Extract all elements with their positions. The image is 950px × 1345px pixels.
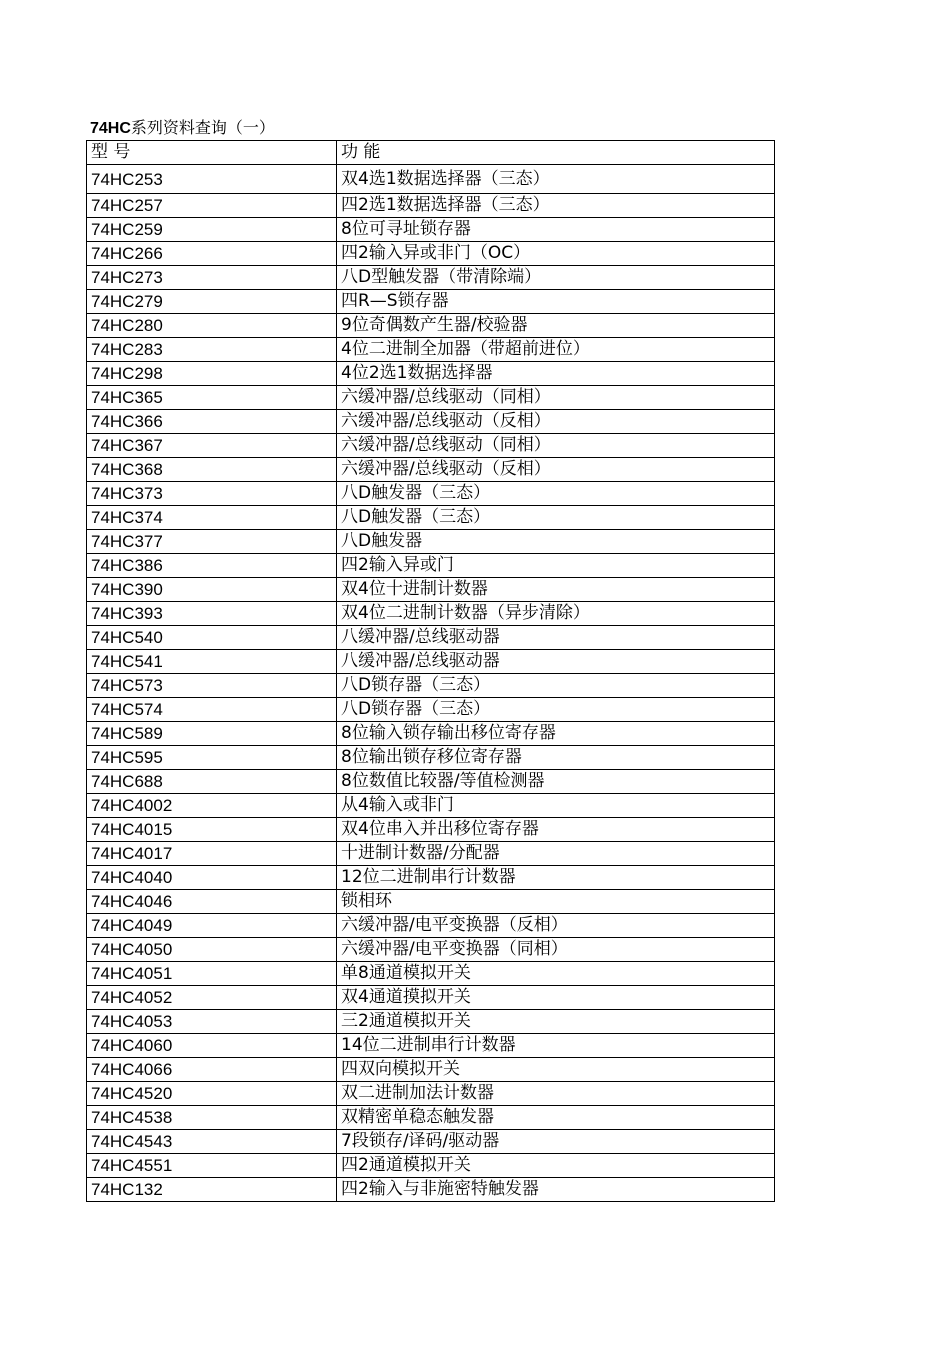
function-cell: 八D触发器 bbox=[337, 530, 775, 554]
function-cell: 六缓冲器/总线驱动（反相） bbox=[337, 410, 775, 434]
function-cell: 双4通道摸拟开关 bbox=[337, 986, 775, 1010]
model-cell: 74HC367 bbox=[87, 434, 337, 458]
function-cell: 双4位二进制计数器（异步清除） bbox=[337, 602, 775, 626]
table-row bbox=[87, 1178, 775, 1202]
table-row bbox=[87, 578, 775, 602]
model-cell: 74HC259 bbox=[87, 218, 337, 242]
table-row bbox=[87, 1010, 775, 1034]
table-row bbox=[87, 434, 775, 458]
function-cell: 9位奇偶数产生器/校验器 bbox=[337, 314, 775, 338]
title-series: 74HC bbox=[90, 120, 131, 137]
model-cell: 74HC393 bbox=[87, 602, 337, 626]
table-row bbox=[87, 1154, 775, 1178]
table-row bbox=[87, 165, 775, 194]
table-row bbox=[87, 218, 775, 242]
model-cell: 74HC4066 bbox=[87, 1058, 337, 1082]
function-cell: 双4位串入并出移位寄存器 bbox=[337, 818, 775, 842]
function-cell: 双二进制加法计数器 bbox=[337, 1082, 775, 1106]
function-cell: 从4输入或非门 bbox=[337, 794, 775, 818]
model-cell: 74HC573 bbox=[87, 674, 337, 698]
function-cell: 8位输入锁存输出移位寄存器 bbox=[337, 722, 775, 746]
model-cell: 74HC4551 bbox=[87, 1154, 337, 1178]
table-row bbox=[87, 1082, 775, 1106]
table-row bbox=[87, 818, 775, 842]
function-cell: 八D锁存器（三态） bbox=[337, 698, 775, 722]
model-cell: 74HC279 bbox=[87, 290, 337, 314]
model-cell: 74HC280 bbox=[87, 314, 337, 338]
model-cell: 74HC688 bbox=[87, 770, 337, 794]
table-row bbox=[87, 458, 775, 482]
function-cell: 8位输出锁存移位寄存器 bbox=[337, 746, 775, 770]
table-row bbox=[87, 986, 775, 1010]
table-row bbox=[87, 674, 775, 698]
function-cell: 双4选1数据选择器（三态） bbox=[337, 165, 775, 194]
table-row bbox=[87, 746, 775, 770]
function-cell: 14位二进制串行计数器 bbox=[337, 1034, 775, 1058]
function-cell: 8位数值比较器/等值检测器 bbox=[337, 770, 775, 794]
model-cell: 74HC541 bbox=[87, 650, 337, 674]
title-text: 系列资料查询（一） bbox=[130, 118, 275, 137]
model-cell: 74HC257 bbox=[87, 194, 337, 218]
function-cell: 八D触发器（三态） bbox=[337, 482, 775, 506]
model-cell: 74HC377 bbox=[87, 530, 337, 554]
function-cell: 四2选1数据选择器（三态） bbox=[337, 194, 775, 218]
table-row bbox=[87, 554, 775, 578]
model-cell: 74HC4017 bbox=[87, 842, 337, 866]
model-cell: 74HC386 bbox=[87, 554, 337, 578]
table-row bbox=[87, 506, 775, 530]
spec-table-body bbox=[87, 141, 775, 1202]
function-cell: 双4位十进制计数器 bbox=[337, 578, 775, 602]
function-cell: 六缓冲器/总线驱动（反相） bbox=[337, 458, 775, 482]
function-cell: 7段锁存/译码/驱动器 bbox=[337, 1130, 775, 1154]
table-row bbox=[87, 314, 775, 338]
model-cell: 74HC4050 bbox=[87, 938, 337, 962]
table-row bbox=[87, 194, 775, 218]
model-cell: 74HC4052 bbox=[87, 986, 337, 1010]
function-cell: 单8通道模拟开关 bbox=[337, 962, 775, 986]
function-cell: 四2输入异或门 bbox=[337, 554, 775, 578]
table-row bbox=[87, 722, 775, 746]
table-row bbox=[87, 794, 775, 818]
model-cell: 74HC4049 bbox=[87, 914, 337, 938]
model-cell: 74HC298 bbox=[87, 362, 337, 386]
table-row bbox=[87, 266, 775, 290]
model-cell: 74HC595 bbox=[87, 746, 337, 770]
function-cell: 双精密单稳态触发器 bbox=[337, 1106, 775, 1130]
table-row bbox=[87, 650, 775, 674]
function-cell: 四2输入异或非门（OC） bbox=[337, 242, 775, 266]
model-cell: 74HC4046 bbox=[87, 890, 337, 914]
model-cell: 74HC266 bbox=[87, 242, 337, 266]
model-cell: 74HC273 bbox=[87, 266, 337, 290]
table-row bbox=[87, 914, 775, 938]
table-row bbox=[87, 842, 775, 866]
table-row bbox=[87, 1130, 775, 1154]
function-cell: 六缓冲器/电平变换器（同相） bbox=[337, 938, 775, 962]
document-title bbox=[90, 118, 275, 139]
header-function: 功 能 bbox=[337, 141, 775, 165]
function-cell: 八缓冲器/总线驱动器 bbox=[337, 650, 775, 674]
model-cell: 74HC390 bbox=[87, 578, 337, 602]
table-row bbox=[87, 386, 775, 410]
model-cell: 74HC540 bbox=[87, 626, 337, 650]
function-cell: 八D型触发器（带清除端） bbox=[337, 266, 775, 290]
header-model: 型 号 bbox=[87, 141, 337, 165]
model-cell: 74HC374 bbox=[87, 506, 337, 530]
table-row bbox=[87, 1034, 775, 1058]
model-cell: 74HC589 bbox=[87, 722, 337, 746]
table-row bbox=[87, 890, 775, 914]
model-cell: 74HC574 bbox=[87, 698, 337, 722]
model-cell: 74HC4002 bbox=[87, 794, 337, 818]
model-cell: 74HC253 bbox=[87, 165, 337, 194]
spec-table bbox=[86, 140, 775, 1202]
function-cell: 四双向模拟开关 bbox=[337, 1058, 775, 1082]
function-cell: 4位二进制全加器（带超前进位） bbox=[337, 338, 775, 362]
function-cell: 十进制计数器/分配器 bbox=[337, 842, 775, 866]
function-cell: 六缓冲器/总线驱动（同相） bbox=[337, 386, 775, 410]
model-cell: 74HC4520 bbox=[87, 1082, 337, 1106]
table-row bbox=[87, 242, 775, 266]
table-row bbox=[87, 938, 775, 962]
model-cell: 74HC4543 bbox=[87, 1130, 337, 1154]
table-row bbox=[87, 602, 775, 626]
header-row bbox=[87, 141, 775, 165]
model-cell: 74HC365 bbox=[87, 386, 337, 410]
table-row bbox=[87, 1058, 775, 1082]
table-row bbox=[87, 770, 775, 794]
function-cell: 12位二进制串行计数器 bbox=[337, 866, 775, 890]
model-cell: 74HC373 bbox=[87, 482, 337, 506]
table-row bbox=[87, 530, 775, 554]
model-cell: 74HC368 bbox=[87, 458, 337, 482]
function-cell: 八D触发器（三态） bbox=[337, 506, 775, 530]
function-cell: 锁相环 bbox=[337, 890, 775, 914]
function-cell: 六缓冲器/总线驱动（同相） bbox=[337, 434, 775, 458]
function-cell: 三2通道模拟开关 bbox=[337, 1010, 775, 1034]
function-cell: 八缓冲器/总线驱动器 bbox=[337, 626, 775, 650]
model-cell: 74HC4051 bbox=[87, 962, 337, 986]
table-row bbox=[87, 1106, 775, 1130]
table-row bbox=[87, 698, 775, 722]
function-cell: 四2通道模拟开关 bbox=[337, 1154, 775, 1178]
model-cell: 74HC4015 bbox=[87, 818, 337, 842]
table-row bbox=[87, 290, 775, 314]
function-cell: 四2输入与非施密特触发器 bbox=[337, 1178, 775, 1202]
function-cell: 八D锁存器（三态） bbox=[337, 674, 775, 698]
table-row bbox=[87, 482, 775, 506]
model-cell: 74HC4538 bbox=[87, 1106, 337, 1130]
model-cell: 74HC283 bbox=[87, 338, 337, 362]
function-cell: 六缓冲器/电平变换器（反相） bbox=[337, 914, 775, 938]
table-row bbox=[87, 410, 775, 434]
table-row bbox=[87, 338, 775, 362]
table-row bbox=[87, 962, 775, 986]
table-row bbox=[87, 626, 775, 650]
table-row bbox=[87, 362, 775, 386]
function-cell: 8位可寻址锁存器 bbox=[337, 218, 775, 242]
function-cell: 4位2选1数据选择器 bbox=[337, 362, 775, 386]
function-cell: 四R—S锁存器 bbox=[337, 290, 775, 314]
model-cell: 74HC4053 bbox=[87, 1010, 337, 1034]
model-cell: 74HC4040 bbox=[87, 866, 337, 890]
model-cell: 74HC132 bbox=[87, 1178, 337, 1202]
model-cell: 74HC4060 bbox=[87, 1034, 337, 1058]
model-cell: 74HC366 bbox=[87, 410, 337, 434]
table-row bbox=[87, 866, 775, 890]
